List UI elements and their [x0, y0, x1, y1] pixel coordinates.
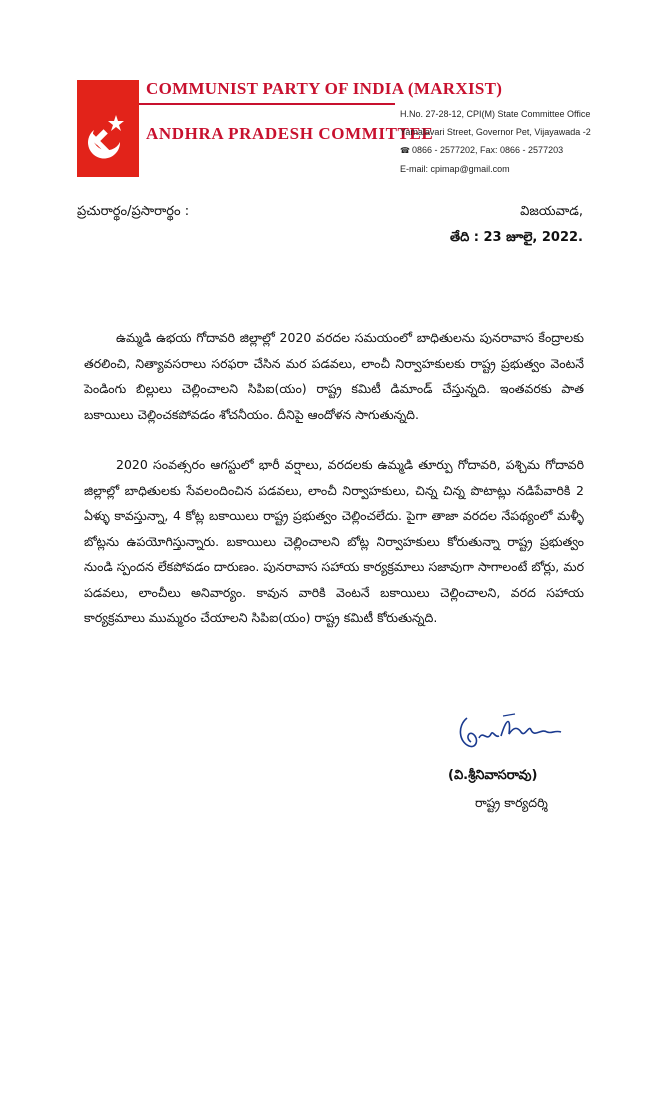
org-name: COMMUNIST PARTY OF INDIA (MARXIST) — [146, 79, 503, 98]
header-divider — [139, 103, 395, 105]
signatory-title: రాష్ట్ర కార్యదర్శి — [475, 795, 548, 810]
committee-name: ANDHRA PRADESH COMMITTEE — [146, 124, 434, 143]
hammer-sickle-star-icon — [86, 114, 130, 160]
paragraph-1: ఉమ్మడి ఉభయ గోదావరి జిల్లాల్లో 2020 వరదల సమయంలో బాధితులను పునరావాస కేంద్రాలకు తరలించి, నిత్యావసరాలు సరఫరా చేసిన మర పడవలు, లాంచీ నిర్వాహకులకు రాష్ట్ర ప్రభుత్వం వెంటనే పెండింగు బిల్లులు చెల్లించాలని సిపిఐ(యం) రాష్ట్ర కమిటీ డిమాండ్ చేస్తున్నది. ఇంతవరకు పాత బకాయిలు చెల్లించకపోవడం శోచనీయం. దీనిపై ఆందోళన సాగుతున్నది. — [84, 330, 584, 422]
email-line: E-mail: cpimap@gmail.com — [400, 164, 510, 174]
phone-icon: ☎ — [400, 146, 410, 155]
place: విజయవాడ, — [520, 204, 583, 219]
date: తేది : 23 జూలై, 2022. — [449, 230, 583, 245]
address-line-1: H.No. 27-28-12, CPI(M) State Committee Office — [400, 109, 591, 119]
paragraph-2: 2020 సంవత్సరం ఆగస్టులో భారీ వర్షాలు, వరదలకు ఉమ్మడి తూర్పు గోదావరి, పశ్చిమ గోదావరి జిల్లాల్లో బాధితులకు సేవలందించిన పడవలు, లాంచీ నిర్వాహకులు, చిన్న చిన్న పొటాట్లు నడిపేవారికి 2 ఏళ్ళు కావస్తున్నా, 4 కోట్ల బకాయిలు రాష్ట్ర ప్రభుత్వం చెల్లించలేదు. పైగా తాజా వరదల నేపథ్యంలో మళ్ళీ బోట్లను ఉపయోగిస్తున్నారు. బకాయిలు చెల్లించాలని బోట్ల నిర్వాహకులు కోరుతున్నా రాష్ట్ర ప్రభుత్వం నుండి స్పందన లేకపోవడం దారుణం. పునరావాస సహాయ కార్యక్రమాలు సజావుగా సాగాలంటే బోర్లు, మర పడవలు, లాంచీలు అనివార్యం. కావున వారికి వెంటనే బకాయిలు చెల్లించాలని, వరద సహాయ కార్యక్రమాలు ముమ్మరం చేయాలని సిపిఐ(యం) రాష్ట్ర కమిటీ కోరుతున్నది. — [84, 457, 584, 625]
phone-fax: 0866 - 2577202, Fax: 0866 - 2577203 — [411, 145, 564, 155]
phone-line — [400, 145, 563, 155]
address-line-2: Yamalavari Street, Governor Pet, Vijayawada -2 — [400, 127, 591, 137]
signature — [455, 708, 575, 764]
party-logo — [77, 80, 139, 177]
release-reference: ప్రచురార్థం/ప్రసారార్థం : — [77, 204, 190, 219]
signatory-name: (వి.శ్రీనివాసరావు) — [448, 768, 538, 783]
